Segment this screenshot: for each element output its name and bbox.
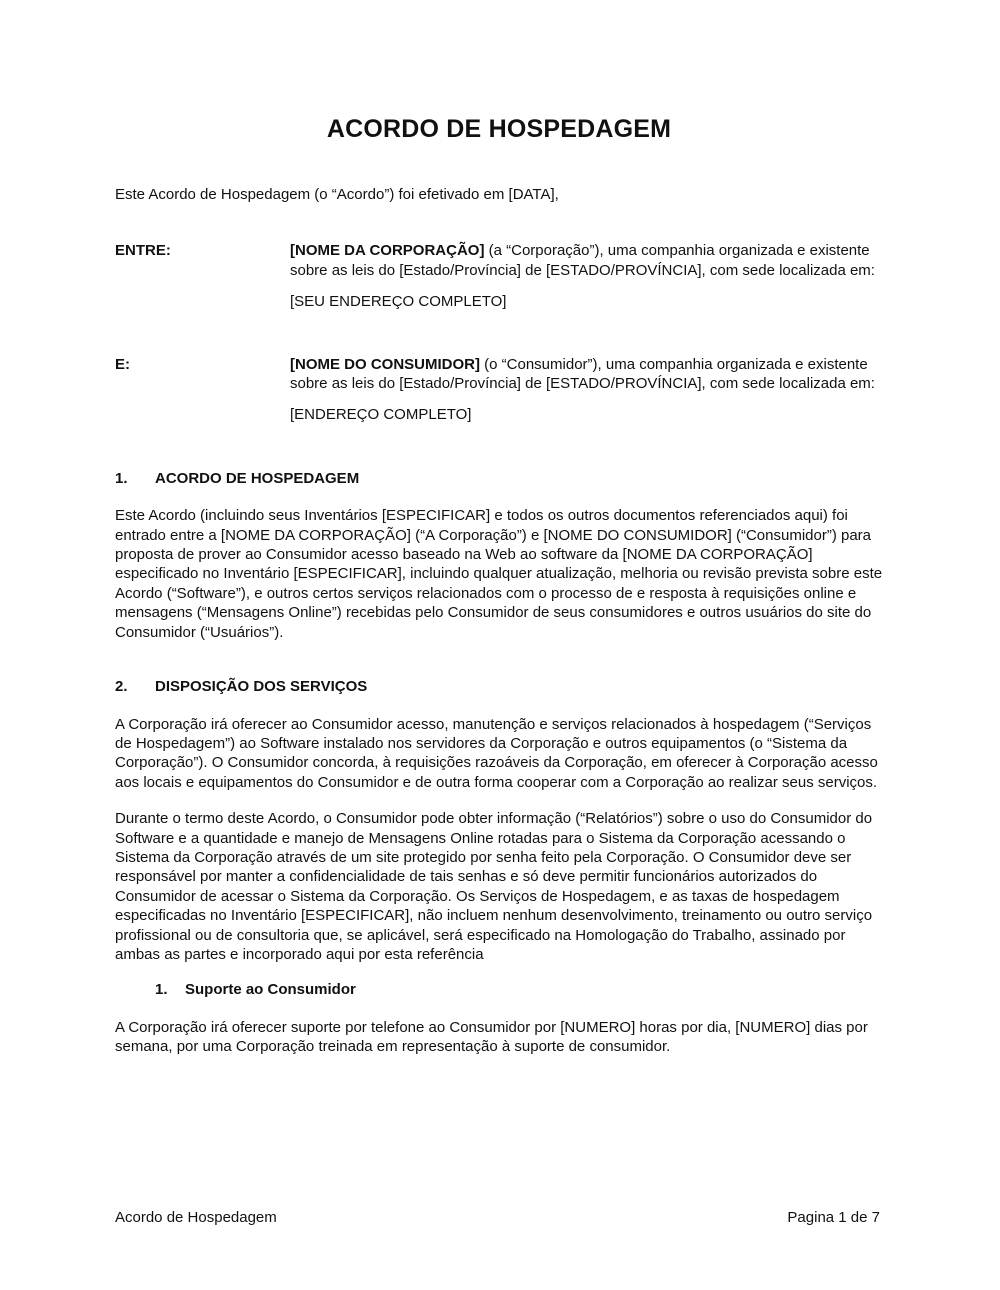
party-address-placeholder: [ENDEREÇO COMPLETO] [290, 406, 472, 424]
section-heading-text: ACORDO DE HOSPEDAGEM [155, 469, 360, 487]
party-description-text: (a “Corporação”), uma companhia organizada e existente sobre as leis do [Estado/Província] de [ESTADO/PROVÍNCIA], com sede localizada em: [290, 242, 875, 279]
party-description [290, 241, 883, 280]
section-2-heading [115, 677, 883, 696]
subsection-heading-text: Suporte ao Consumidor [185, 981, 356, 999]
section-1-paragraph: Este Acordo (incluindo seus Inventários [ESPECIFICAR] e todos os outros documentos referenciados aqui) foi entrado entre a [NOME DA CORPORAÇÃO] (“A Corporação”) e [NOME DO CONSUMIDOR] (“Consumidor”) para proposta de prover ao Consumidor acesso baseado na Web ao software da [NOME DA CORPORAÇÃO] especificado no Inventário [ESPECIFICAR], incluindo qualquer atualização, melhoria ou revisão prevista sobre este Acordo (“Software”), e outros certos serviços relacionados com o processo de e resposta à requisições online e mensagens (“Mensagens Online”) recebidas pelo Consumidor de seus consumidores e outros usuários do site do Consumidor (“Usuários”). [115, 507, 883, 641]
footer-page-number: Pagina 1 de 7 [787, 1209, 880, 1226]
party-block-consumer [115, 355, 883, 425]
party-block-corporation [115, 241, 883, 311]
intro-line: Este Acordo de Hospedagem (o “Acordo”) foi efetivado em [DATA], [115, 186, 559, 203]
section-1-heading [115, 469, 883, 488]
party-description [290, 355, 883, 394]
party-body [290, 241, 883, 311]
subsection-1-paragraph: A Corporação irá oferecer suporte por telefone ao Consumidor por [NUMERO] horas por dia, [NUMERO] dias por semana, por uma Corporação treinada em representação à suporte de consumidor. [115, 1018, 868, 1056]
section-number: 1. [115, 469, 128, 487]
party-name-placeholder: [NOME DO CONSUMIDOR] [290, 355, 480, 373]
page-footer [115, 1208, 880, 1227]
subsection-number: 1. [155, 981, 168, 999]
document-title: ACORDO DE HOSPEDAGEM [326, 115, 672, 143]
section-2-paragraph-1: A Corporação irá oferecer ao Consumidor acesso, manutenção e serviços relacionados à hospedagem (“Serviços de Hospedagem”) ao Software instalado nos servidores da Corporação e outros equipamentos (o “Sistema da Corporação”). O Consumidor concorda, à requisições razoáveis da Corporação, em oferecer à Corporação acesso aos locais e equipamentos do Consumidor e de outra forma cooperar com a Corporação ao realizar seus serviços. [115, 715, 878, 791]
section-2-paragraph-2: Durante o termo deste Acordo, o Consumidor pode obter informação (“Relatórios”) sobre o uso do Consumidor do Software e a quantidade e manejo de Mensagens Online rotadas para o Sistema da Corporação acessando o Sistema da Corporação através de um site protegido por senha feito pela Corporação. O Consumidor deve ser responsável por manter a confidencialidade de tais senhas e só deve permitir funcionários autorizados do Consumidor de acessar o Sistema da Corporação. Os Serviços de Hospedagem, e as taxas de hospedagem especificadas no Inventário [ESPECIFICAR], não incluem nenhum desenvolvimento, treinamento ou outro serviço profissional ou de consultoria que, se aplicável, será especificado na Homologação do Trabalho, assinado por ambas as partes e incorporado aqui por esta referência [115, 810, 873, 963]
party-description-text: (o “Consumidor”), uma companhia organizada e existente sobre as leis do [Estado/Província] de [ESTADO/PROVÍNCIA], com sede localizada em: [290, 355, 875, 393]
footer-document-name: Acordo de Hospedagem [115, 1209, 277, 1226]
subsection-1-heading [115, 980, 883, 999]
party-label: ENTRE: [115, 242, 171, 260]
party-label: E: [115, 355, 130, 373]
section-number: 2. [115, 678, 128, 696]
party-address-placeholder: [SEU ENDEREÇO COMPLETO] [290, 293, 507, 311]
party-name-placeholder: [NOME DA CORPORAÇÃO] [290, 242, 485, 260]
section-heading-text: DISPOSIÇÃO DOS SERVIÇOS [155, 678, 368, 696]
party-body [290, 355, 883, 425]
